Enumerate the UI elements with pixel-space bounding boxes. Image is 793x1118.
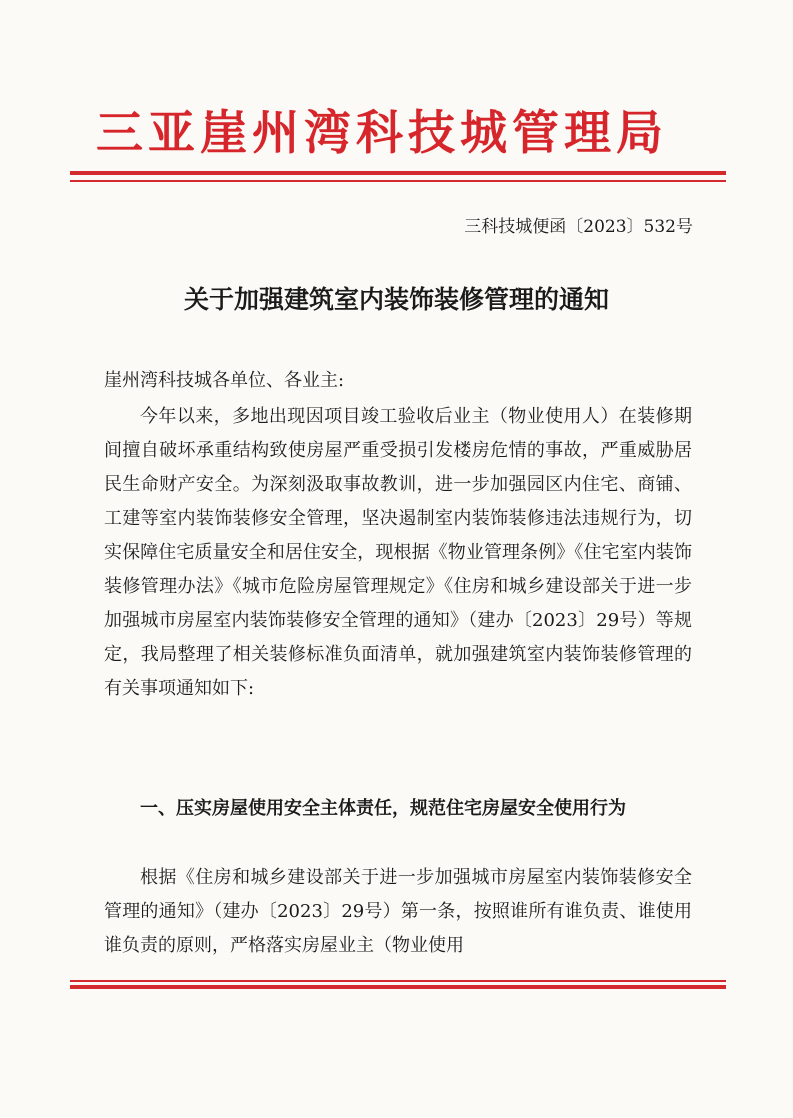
letterhead-red-rule-thin (70, 180, 726, 182)
body-paragraph-1 (104, 400, 692, 706)
body-paragraph-2 (104, 861, 692, 963)
recipient-line: 崖州湾科技城各单位、各业主: (104, 370, 345, 391)
paragraph-text: 今年以来，多地出现因项目竣工验收后业主（物业使用人）在装修期间擅自破坏承重结构致使房屋严重受损引发楼房危情的事故，严重威胁居民生命财产安全。为深刻汲取事故教训，进一步加强园区内住宅、商铺、工建等室内装饰装修安全管理，坚决遏制室内装饰装修违法违规行为，切实保障住宅质量安全和居住安全，现根据《物业管理条例》《住宅室内装饰装修管理办法》《城市危险房屋管理规定》《住房和城乡建设部关于进一步加强城市房屋室内装饰装修安全管理的通知》（建办〔2023〕29号）等规定，我局整理了相关装修标准负面清单，就加强建筑室内装饰装修管理的有关事项通知如下: (104, 406, 692, 699)
org-letterhead-title: 三亚崖州湾科技城管理局 (96, 106, 668, 161)
letterhead-red-rule-thick (70, 171, 726, 175)
document-title: 关于加强建筑室内装饰装修管理的通知 (183, 285, 609, 314)
footer-red-rule-thin (70, 980, 726, 982)
document-number: 三科技城便函〔2023〕532号 (464, 217, 693, 237)
section-1-heading: 一、压实房屋使用安全主体责任，规范住宅房屋安全使用行为 (140, 798, 626, 819)
paragraph-text: 根据《住房和城乡建设部关于进一步加强城市房屋室内装饰装修安全管理的通知》（建办〔2023〕29号）第一条，按照谁所有谁负责、谁使用谁负责的原则，严格落实房屋业主（物业使用 (104, 867, 692, 956)
footer-red-rule-thick (70, 985, 726, 989)
